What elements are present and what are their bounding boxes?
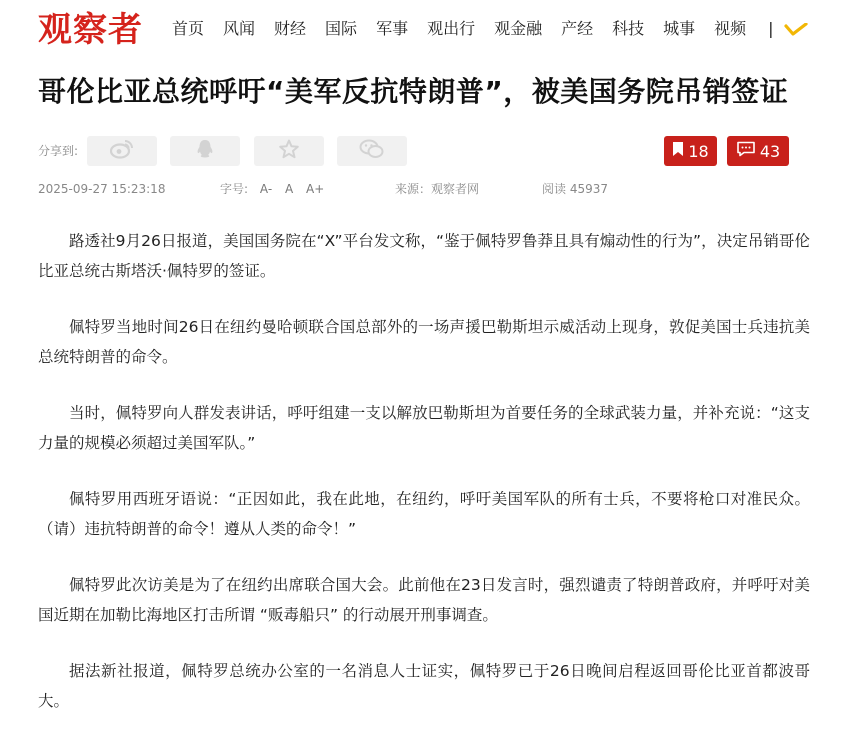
comment-icon: [736, 141, 756, 161]
qzone-star-icon: [279, 139, 299, 163]
nav-item-international[interactable]: 国际: [325, 19, 358, 38]
weibo-icon: [110, 139, 134, 163]
font-size-increase[interactable]: A+: [306, 182, 325, 196]
share-qzone-button[interactable]: [254, 136, 324, 166]
nav-item-home[interactable]: 首页: [172, 19, 205, 38]
publish-date: 2025-09-27 15:23:18: [38, 182, 166, 196]
article-paragraph: 佩特罗此次访美是为了在纽约出席联合国大会。此前他在23日发言时，强烈谴责了特朗普政府，并呼吁对美国近期在加勒比海地区打击所谓 “贩毒船只” 的行动展开刑事调查。: [38, 576, 810, 624]
article-paragraph: 据法新社报道，佩特罗总统办公室的一名消息人士证实，佩特罗已于26日晚间启程返回哥伦比亚首都波哥大。: [38, 662, 810, 710]
nav-separator: |: [768, 19, 774, 38]
main-nav: [172, 18, 810, 40]
share-label: 分享到:: [38, 144, 79, 158]
bookmark-count: 18: [688, 141, 709, 161]
nav-item-industry[interactable]: 产经: [561, 19, 594, 38]
wechat-icon: [359, 139, 385, 163]
font-size-decrease[interactable]: A-: [259, 182, 273, 196]
nav-item-finance[interactable]: 财经: [274, 19, 307, 38]
article-source: 来源：观察者网: [395, 182, 480, 196]
article-paragraph: 路透社9月26日报道，美国国务院在“X”平台发文称，“鉴于佩特罗鲁莽且具有煽动性的行为”，决定吊销哥伦比亚总统古斯塔沃·佩特罗的签证。: [38, 232, 810, 280]
article-paragraph: 佩特罗当地时间26日在纽约曼哈顿联合国总部外的一场声援巴勒斯坦示威活动上现身，敦促美国士兵违抗美总统特朗普的命令。: [38, 318, 810, 366]
nav-item-travel[interactable]: 观出行: [427, 19, 476, 38]
nav-item-fengwen[interactable]: 风闻: [223, 19, 256, 38]
nav-item-money[interactable]: 观金融: [494, 19, 543, 38]
article-body: [38, 227, 810, 743]
font-size-label: 字号:: [220, 182, 249, 196]
nav-item-military[interactable]: 军事: [376, 19, 409, 38]
nav-item-video[interactable]: 视频: [714, 19, 747, 38]
article-paragraph: 佩特罗用西班牙语说：“正因如此，我在此地，在纽约，呼吁美国军队的所有士兵，不要将枪口对准民众。（请）违抗特朗普的命令！遵从人类的命令！”: [38, 490, 810, 538]
article-title: 哥伦比亚总统呼吁“美军反抗特朗普”，被美国务院吊销签证: [38, 75, 789, 108]
bookmark-icon: [672, 141, 684, 161]
font-size-control: [220, 181, 324, 197]
nav-item-tech[interactable]: 科技: [612, 19, 645, 38]
view-count: 阅读 45937: [542, 182, 608, 196]
font-size-normal[interactable]: A: [284, 182, 294, 196]
share-wechat-button[interactable]: [337, 136, 407, 166]
share-qq-button[interactable]: [170, 136, 240, 166]
site-logo[interactable]: 观察者: [38, 10, 143, 50]
comment-button[interactable]: [727, 136, 789, 166]
share-weibo-button[interactable]: [87, 136, 157, 166]
nav-item-city[interactable]: 城事: [663, 19, 696, 38]
bookmark-button[interactable]: [664, 136, 717, 166]
comment-count: 43: [759, 141, 781, 161]
qq-icon: [196, 139, 214, 163]
article-paragraph: 当时，佩特罗向人群发表讲话，呼吁组建一支以解放巴勒斯坦为首要任务的全球武装力量，并补充说：“这支力量的规模必须超过美国军队。”: [38, 404, 810, 452]
chevron-down-icon[interactable]: [784, 18, 810, 40]
